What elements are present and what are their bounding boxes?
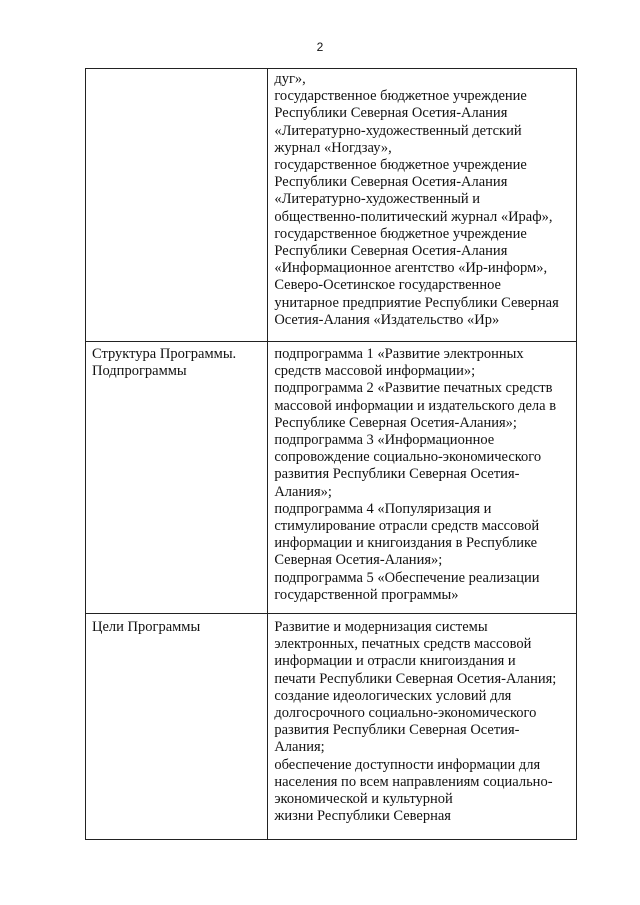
content-line: создание идеологических условий для	[274, 687, 512, 704]
row-label-cell	[86, 69, 268, 342]
content-line: обеспечение доступности информации для	[274, 756, 541, 773]
table-row	[86, 69, 577, 342]
label-line: Подпрограммы	[92, 363, 187, 380]
content-line: «Информационное агентство «Ир-информ»,	[274, 260, 548, 277]
content-line: Северная Осетия-Алания»;	[274, 552, 443, 569]
table-row	[86, 342, 577, 614]
content-line: Северо-Осетинское государственное	[274, 277, 501, 294]
content-line: Алания»;	[274, 483, 332, 500]
label-line: Структура Программы.	[92, 346, 237, 362]
row-content	[268, 69, 576, 341]
content-line: электронных, печатных средств массовой	[274, 636, 532, 653]
content-line: общественно-политический журнал «Ираф»,	[274, 208, 553, 225]
content-line: жизни Республики Северная	[274, 808, 451, 825]
content-line: государственной программы»	[274, 586, 459, 603]
content-line: стимулирование отрасли средств массовой	[274, 518, 540, 535]
content-line: сопровождение социально-экономического	[274, 449, 542, 466]
content-line: подпрограмма 4 «Популяризация и	[274, 500, 492, 517]
row-label-cell	[86, 614, 268, 840]
content-line: Алания;	[274, 739, 325, 756]
content-line: печати Республики Северная Осетия-Алания;	[274, 670, 557, 687]
content-line: подпрограмма 2 «Развитие печатных средств	[274, 380, 553, 397]
content-line: государственное бюджетное учреждение	[274, 225, 527, 242]
content-line: подпрограмма 1 «Развитие электронных	[274, 346, 524, 362]
content-line: дуг»,	[274, 71, 306, 87]
content-line: Республике Северная Осетия-Алания»;	[274, 414, 517, 431]
content-line: унитарное предприятие Республики Северная	[274, 294, 559, 311]
row-content-cell	[268, 614, 577, 840]
content-line: подпрограмма 3 «Информационное	[274, 432, 495, 449]
content-line: массовой информации и издательского дела в	[274, 397, 557, 414]
content-line: информации и книгоиздания в Республике	[274, 535, 538, 552]
content-line: населения по всем направлениям социально-	[274, 773, 553, 790]
content-line: подпрограмма 5 «Обеспечение реализации	[274, 569, 540, 586]
content-line: журнал «Ногдзау»,	[274, 139, 392, 156]
content-line: государственное бюджетное учреждение	[274, 88, 527, 105]
content-line: долгосрочного социально-экономического	[274, 705, 537, 722]
row-label-cell	[86, 342, 268, 614]
page-number: 2	[316, 40, 324, 54]
row-label	[86, 69, 267, 341]
content-line: Развитие и модернизация системы	[274, 619, 488, 635]
content-line: Осетия-Алания «Издательство «Ир»	[274, 311, 500, 328]
row-content	[268, 614, 576, 839]
row-label	[86, 342, 267, 613]
content-line: информации и отрасли книгоиздания и	[274, 653, 516, 670]
content-line: средств массовой информации»;	[274, 363, 476, 380]
row-content	[268, 342, 576, 613]
row-content-cell	[268, 342, 577, 614]
label-line: Цели Программы	[92, 619, 201, 635]
content-line: Республики Северная Осетия-Алания	[274, 105, 508, 122]
content-line: развития Республики Северная Осетия-	[274, 466, 520, 483]
content-line: Республики Северная Осетия-Алания	[274, 243, 508, 260]
program-passport-table	[85, 68, 577, 840]
content-line: экономической и культурной	[274, 791, 453, 808]
content-line: государственное бюджетное учреждение	[274, 157, 527, 174]
content-line: «Литературно-художественный детский	[274, 122, 522, 139]
content-line: «Литературно-художественный и	[274, 191, 481, 208]
content-line: Республики Северная Осетия-Алания	[274, 174, 508, 191]
row-label	[86, 614, 267, 839]
content-line: развития Республики Северная Осетия-	[274, 722, 520, 739]
row-content-cell	[268, 69, 577, 342]
table-row	[86, 614, 577, 840]
